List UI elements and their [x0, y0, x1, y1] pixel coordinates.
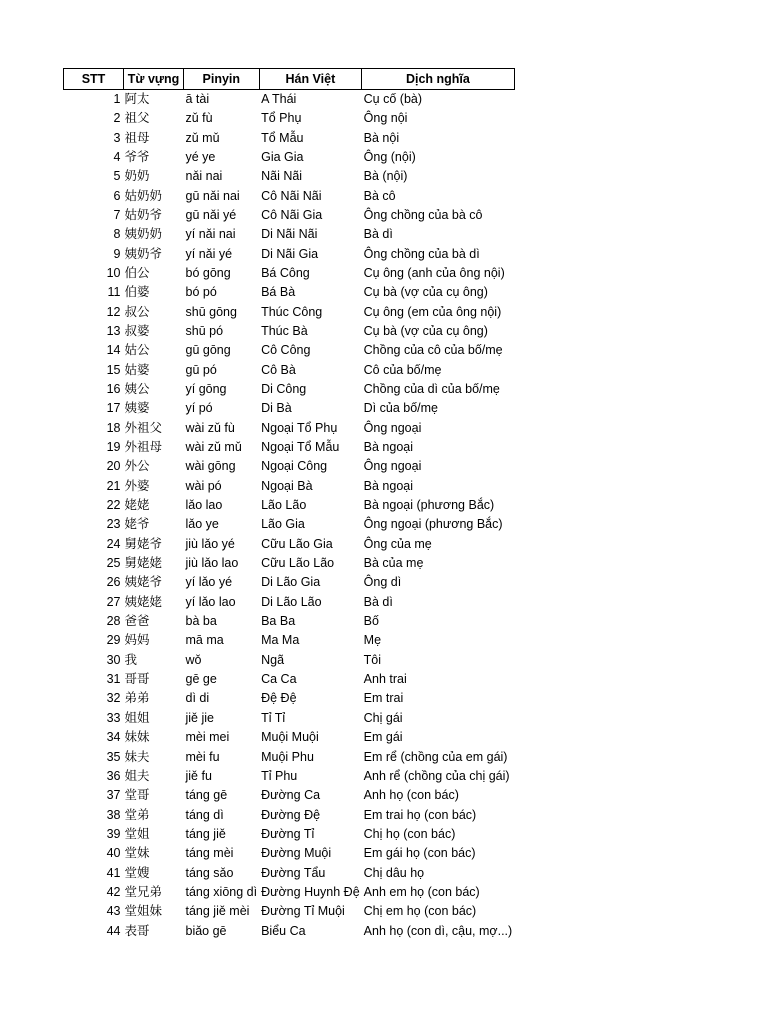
cell-tu-vung: 妈妈	[124, 633, 150, 648]
cell-pinyin: táng mèi	[185, 846, 234, 861]
cell-dich-nghia: Ông ngoại (phương Bắc)	[363, 517, 503, 532]
table-row	[64, 515, 515, 534]
cell-dich-nghia: Tôi	[363, 652, 382, 667]
cell-tu-vung: 堂兄弟	[124, 884, 163, 899]
cell-pinyin: wǒ	[185, 652, 202, 667]
table-row	[64, 244, 515, 263]
cell-tu-vung: 舅姥姥	[124, 556, 163, 571]
cell-dich-nghia: Anh họ (con bác)	[363, 788, 459, 803]
cell-dich-nghia: Bà của mẹ	[363, 556, 424, 571]
cell-han-viet: Tỉ Phu	[261, 768, 298, 783]
cell-tu-vung: 外公	[124, 459, 150, 474]
cell-stt: 5	[113, 169, 121, 184]
table-row	[64, 651, 515, 670]
cell-stt: 25	[106, 556, 121, 571]
cell-pinyin: jiě jie	[185, 710, 214, 725]
cell-pinyin: bó pó	[185, 285, 217, 300]
table-row	[64, 844, 515, 863]
cell-dich-nghia: Cụ ông (anh của ông nội)	[363, 265, 505, 280]
cell-tu-vung: 祖母	[124, 130, 150, 145]
table-row	[64, 206, 515, 225]
cell-han-viet: A Thái	[261, 92, 297, 106]
cell-pinyin: wài pó	[185, 478, 222, 493]
cell-han-viet: Đệ Đệ	[261, 691, 297, 706]
cell-tu-vung: 堂姐	[124, 826, 150, 841]
cell-stt: 15	[106, 362, 121, 377]
table-row	[64, 496, 515, 515]
table-row	[64, 341, 515, 360]
cell-han-viet: Nãi Nãi	[261, 169, 303, 184]
header-stt: STT	[64, 69, 124, 90]
cell-tu-vung: 姨婆	[124, 401, 150, 416]
cell-han-viet: Tổ Phụ	[261, 111, 302, 126]
cell-pinyin: mèi mei	[185, 730, 230, 745]
table-row	[64, 186, 515, 205]
table-row	[64, 283, 515, 302]
cell-dich-nghia: Mẹ	[363, 633, 382, 648]
cell-dich-nghia: Chồng của dì của bố/mẹ	[363, 381, 500, 396]
table-row	[64, 167, 515, 186]
spreadsheet	[63, 68, 515, 941]
cell-tu-vung: 姑奶爷	[124, 207, 163, 222]
cell-tu-vung: 姐夫	[124, 768, 150, 783]
cell-dich-nghia: Chị em họ (con bác)	[363, 904, 477, 919]
cell-han-viet: Gia Gia	[261, 149, 304, 164]
cell-pinyin: zǔ fù	[185, 111, 213, 126]
cell-han-viet: Đường Ca	[261, 788, 321, 803]
cell-han-viet: Lão Gia	[261, 517, 305, 532]
cell-stt: 33	[106, 710, 121, 725]
cell-tu-vung: 外婆	[124, 478, 150, 493]
cell-dich-nghia: Anh em họ (con bác)	[363, 884, 480, 899]
header-row	[64, 69, 515, 90]
cell-stt: 16	[106, 381, 121, 396]
cell-stt: 35	[106, 749, 121, 764]
cell-pinyin: gū nǎi yé	[185, 207, 237, 222]
cell-pinyin: nǎi nai	[185, 169, 223, 184]
cell-dich-nghia: Em trai	[363, 691, 404, 706]
cell-stt: 1	[113, 92, 121, 106]
table-row	[64, 109, 515, 128]
cell-han-viet: Muội Muội	[261, 730, 319, 745]
cell-dich-nghia: Cô của bố/mẹ	[363, 362, 442, 377]
cell-tu-vung: 伯婆	[124, 285, 150, 300]
cell-dich-nghia: Dì của bố/mẹ	[363, 401, 438, 416]
cell-stt: 44	[106, 923, 121, 938]
cell-dich-nghia: Anh trai	[363, 672, 407, 687]
cell-stt: 31	[106, 672, 121, 687]
cell-tu-vung: 我	[124, 652, 138, 667]
cell-han-viet: Ngã	[261, 652, 285, 667]
cell-pinyin: gū nǎi nai	[185, 188, 240, 203]
cell-dich-nghia: Ông của mẹ	[363, 536, 432, 551]
cell-pinyin: shū pó	[185, 323, 224, 338]
cell-han-viet: Đường Muội	[261, 846, 332, 861]
table-row	[64, 631, 515, 650]
cell-han-viet: Ca Ca	[261, 672, 297, 687]
header-dich-nghia: Dịch nghĩa	[362, 69, 515, 90]
cell-pinyin: yí nǎi yé	[185, 246, 233, 261]
cell-han-viet: Đường Tỉ Muội	[261, 904, 345, 919]
table-row	[64, 689, 515, 708]
cell-tu-vung: 叔婆	[124, 323, 150, 338]
cell-han-viet: Cô Nãi Gia	[261, 207, 323, 222]
table-row	[64, 128, 515, 147]
cell-han-viet: Ma Ma	[261, 633, 300, 648]
cell-dich-nghia: Em gái họ (con bác)	[363, 846, 476, 861]
cell-stt: 27	[106, 594, 121, 609]
cell-dich-nghia: Bà cô	[363, 188, 396, 203]
cell-dich-nghia: Ông chồng của bà cô	[363, 207, 483, 222]
table-row	[64, 535, 515, 554]
cell-stt: 14	[106, 343, 121, 358]
cell-dich-nghia: Bà dì	[363, 227, 393, 242]
cell-han-viet: Biểu Ca	[261, 923, 306, 938]
cell-pinyin: lǎo ye	[185, 517, 219, 532]
cell-dich-nghia: Bà ngoại	[363, 440, 414, 455]
cell-tu-vung: 姥姥	[124, 498, 150, 513]
vocabulary-table	[63, 68, 515, 941]
cell-dich-nghia: Ông (nội)	[363, 149, 416, 164]
cell-han-viet: Cô Nãi Nãi	[261, 188, 322, 203]
cell-stt: 26	[106, 575, 121, 590]
cell-stt: 41	[106, 865, 121, 880]
cell-stt: 12	[106, 304, 121, 319]
cell-dich-nghia: Bà dì	[363, 594, 393, 609]
table-row	[64, 90, 515, 110]
cell-stt: 21	[106, 478, 121, 493]
table-row	[64, 593, 515, 612]
cell-han-viet: Bá Công	[261, 265, 310, 280]
cell-han-viet: Di Lão Lão	[261, 594, 322, 609]
cell-stt: 3	[113, 130, 121, 145]
cell-pinyin: biǎo gē	[185, 923, 227, 938]
cell-han-viet: Ngoại Tổ Mẫu	[261, 440, 340, 455]
cell-dich-nghia: Anh rể (chồng của chị gái)	[363, 768, 510, 783]
cell-pinyin: jiù lǎo yé	[185, 536, 235, 551]
cell-dich-nghia: Ông chồng của bà dì	[363, 246, 480, 261]
cell-han-viet: Đường Tẩu	[261, 865, 326, 880]
cell-pinyin: gē ge	[185, 672, 217, 687]
cell-tu-vung: 姨奶爷	[124, 246, 163, 261]
cell-tu-vung: 姑婆	[124, 362, 150, 377]
cell-stt: 37	[106, 788, 121, 803]
cell-han-viet: Di Nãi Nãi	[261, 227, 318, 242]
cell-pinyin: táng xiōng dì	[185, 884, 258, 899]
cell-tu-vung: 姑奶奶	[124, 188, 163, 203]
cell-tu-vung: 堂哥	[124, 788, 150, 803]
cell-tu-vung: 姨姥爷	[124, 575, 163, 590]
cell-dich-nghia: Bà nội	[363, 130, 400, 145]
table-row	[64, 709, 515, 728]
cell-tu-vung: 妹夫	[124, 749, 150, 764]
cell-pinyin: yí nǎi nai	[185, 227, 236, 242]
cell-dich-nghia: Anh họ (con dì, cậu, mợ...)	[363, 923, 513, 938]
cell-stt: 11	[107, 285, 121, 300]
cell-stt: 9	[113, 246, 121, 261]
cell-dich-nghia: Cụ bà (vợ của cụ ông)	[363, 323, 488, 338]
cell-stt: 29	[106, 633, 121, 648]
cell-pinyin: wài zǔ fù	[185, 420, 235, 435]
cell-tu-vung: 姥爷	[124, 517, 150, 532]
cell-stt: 19	[106, 440, 121, 455]
cell-dich-nghia: Chị dâu họ	[363, 865, 425, 880]
cell-tu-vung: 叔公	[124, 304, 150, 319]
cell-pinyin: yé ye	[185, 149, 216, 164]
table-row	[64, 767, 515, 786]
cell-pinyin: ā tài	[185, 92, 210, 106]
cell-tu-vung: 堂弟	[124, 807, 150, 822]
cell-dich-nghia: Chồng của cô của bố/mẹ	[363, 343, 503, 358]
header-pinyin: Pinyin	[184, 69, 260, 90]
cell-pinyin: táng sǎo	[185, 865, 234, 880]
cell-pinyin: mā ma	[185, 633, 224, 648]
cell-pinyin: shū gōng	[185, 304, 237, 319]
cell-dich-nghia: Cụ ông (em của ông nội)	[363, 304, 502, 319]
cell-pinyin: bó gōng	[185, 265, 231, 280]
cell-pinyin: lǎo lao	[185, 498, 223, 513]
table-row	[64, 225, 515, 244]
cell-tu-vung: 表哥	[124, 923, 150, 938]
table-row	[64, 302, 515, 321]
table-row	[64, 399, 515, 418]
table-row	[64, 902, 515, 921]
cell-dich-nghia: Ông nội	[363, 111, 408, 126]
cell-han-viet: Di Bà	[261, 401, 292, 416]
cell-pinyin: wài gōng	[185, 459, 236, 474]
cell-tu-vung: 姨公	[124, 381, 150, 396]
cell-pinyin: jiù lǎo lao	[185, 556, 239, 571]
cell-stt: 43	[106, 904, 121, 919]
cell-pinyin: táng dì	[185, 807, 224, 822]
table-row	[64, 612, 515, 631]
table-row	[64, 825, 515, 844]
cell-han-viet: Ngoại Tổ Phụ	[261, 420, 338, 435]
cell-stt: 24	[106, 536, 121, 551]
cell-han-viet: Di Lão Gia	[261, 575, 321, 590]
cell-han-viet: Lão Lão	[261, 498, 307, 513]
table-row	[64, 554, 515, 573]
cell-tu-vung: 堂嫂	[124, 865, 150, 880]
table-row	[64, 264, 515, 283]
cell-han-viet: Cô Công	[261, 343, 311, 358]
table-row	[64, 438, 515, 457]
cell-han-viet: Bá Bà	[261, 285, 296, 300]
cell-stt: 28	[106, 614, 121, 629]
cell-tu-vung: 奶奶	[124, 169, 150, 184]
cell-han-viet: Tỉ Tỉ	[261, 710, 286, 725]
cell-tu-vung: 弟弟	[124, 691, 150, 706]
cell-pinyin: táng gē	[185, 788, 228, 803]
cell-han-viet: Di Nãi Gia	[261, 246, 319, 261]
table-row	[64, 786, 515, 805]
cell-han-viet: Ba Ba	[261, 614, 296, 629]
cell-tu-vung: 伯公	[124, 265, 150, 280]
cell-han-viet: Muội Phu	[261, 749, 314, 764]
cell-dich-nghia: Em gái	[363, 730, 403, 745]
cell-tu-vung: 堂姐妹	[124, 904, 163, 919]
cell-han-viet: Đường Huynh Đệ	[261, 884, 360, 899]
cell-stt: 18	[106, 420, 121, 435]
cell-dich-nghia: Bố	[363, 614, 379, 629]
cell-pinyin: bà ba	[185, 614, 217, 629]
cell-stt: 20	[106, 459, 121, 474]
table-row	[64, 573, 515, 592]
cell-tu-vung: 哥哥	[124, 672, 150, 687]
cell-tu-vung: 姨奶奶	[124, 227, 163, 242]
cell-dich-nghia: Cụ bà (vợ của cụ ông)	[363, 285, 488, 300]
cell-tu-vung: 爷爷	[124, 149, 150, 164]
cell-han-viet: Đường Đệ	[261, 807, 321, 822]
cell-han-viet: Di Công	[261, 381, 307, 396]
cell-pinyin: dì di	[185, 691, 210, 706]
table-row	[64, 322, 515, 341]
cell-stt: 6	[113, 188, 121, 203]
cell-han-viet: Đường Tỉ	[261, 826, 315, 841]
cell-pinyin: yí lǎo lao	[185, 594, 236, 609]
table-row	[64, 419, 515, 438]
cell-han-viet: Cữu Lão Lão	[261, 556, 335, 571]
table-row	[64, 670, 515, 689]
cell-stt: 40	[106, 846, 121, 861]
table-row	[64, 457, 515, 476]
cell-pinyin: zǔ mǔ	[185, 130, 220, 145]
cell-dich-nghia: Chị họ (con bác)	[363, 826, 456, 841]
cell-tu-vung: 阿太	[124, 92, 150, 106]
cell-stt: 10	[106, 265, 121, 280]
cell-tu-vung: 祖父	[124, 111, 150, 126]
cell-dich-nghia: Ông dì	[363, 575, 402, 590]
cell-stt: 22	[106, 498, 121, 513]
cell-stt: 8	[113, 227, 121, 242]
cell-dich-nghia: Chị gái	[363, 710, 403, 725]
table-row	[64, 728, 515, 747]
cell-pinyin: gū pó	[185, 362, 217, 377]
cell-tu-vung: 姐姐	[124, 710, 150, 725]
cell-stt: 32	[106, 691, 121, 706]
header-han-viet: Hán Việt	[259, 69, 362, 90]
cell-tu-vung: 外祖母	[124, 440, 163, 455]
cell-tu-vung: 堂妹	[124, 846, 150, 861]
cell-tu-vung: 姨姥姥	[124, 594, 163, 609]
cell-pinyin: yí pó	[185, 401, 213, 416]
cell-han-viet: Thúc Bà	[261, 323, 308, 338]
cell-stt: 39	[106, 826, 121, 841]
cell-pinyin: táng jiě mèi	[185, 904, 250, 919]
cell-stt: 7	[113, 207, 121, 222]
cell-han-viet: Ngoại Bà	[261, 478, 313, 493]
cell-pinyin: táng jiě	[185, 826, 226, 841]
cell-stt: 4	[113, 149, 121, 164]
table-row	[64, 477, 515, 496]
cell-pinyin: yí gōng	[185, 381, 227, 396]
cell-pinyin: yí lǎo yé	[185, 575, 233, 590]
header-tu-vung: Từ vựng	[124, 69, 184, 90]
cell-han-viet: Ngoại Công	[261, 459, 328, 474]
cell-stt: 2	[113, 111, 121, 126]
cell-stt: 36	[106, 768, 121, 783]
cell-pinyin: jiě fu	[185, 768, 212, 783]
cell-stt: 42	[106, 884, 121, 899]
cell-tu-vung: 姑公	[124, 343, 150, 358]
table-row	[64, 921, 515, 940]
cell-tu-vung: 舅姥爷	[124, 536, 163, 551]
cell-dich-nghia: Bà (nội)	[363, 169, 408, 184]
cell-stt: 30	[106, 652, 121, 667]
cell-stt: 23	[106, 517, 121, 532]
cell-stt: 13	[106, 323, 121, 338]
cell-dich-nghia: Bà ngoại	[363, 478, 414, 493]
table-row	[64, 863, 515, 882]
cell-han-viet: Thúc Công	[261, 304, 323, 319]
cell-tu-vung: 外祖父	[124, 420, 163, 435]
cell-dich-nghia: Cụ cố (bà)	[363, 92, 423, 106]
cell-stt: 17	[106, 401, 121, 416]
cell-dich-nghia: Ông ngoại	[363, 420, 422, 435]
cell-pinyin: gū gōng	[185, 343, 231, 358]
cell-dich-nghia: Bà ngoại (phương Bắc)	[363, 498, 495, 513]
table-row	[64, 360, 515, 379]
cell-pinyin: wài zǔ mǔ	[185, 440, 242, 455]
table-row	[64, 805, 515, 824]
cell-tu-vung: 爸爸	[124, 614, 150, 629]
cell-dich-nghia: Em trai họ (con bác)	[363, 807, 477, 822]
table-row	[64, 380, 515, 399]
cell-tu-vung: 妹妹	[124, 730, 150, 745]
table-row	[64, 883, 515, 902]
cell-han-viet: Cô Bà	[261, 362, 296, 377]
cell-han-viet: Tổ Mẫu	[261, 130, 304, 145]
cell-dich-nghia: Em rể (chồng của em gái)	[363, 749, 508, 764]
table-row	[64, 148, 515, 167]
cell-pinyin: mèi fu	[185, 749, 220, 764]
cell-stt: 38	[106, 807, 121, 822]
cell-stt: 34	[106, 730, 121, 745]
table-row	[64, 747, 515, 766]
cell-dich-nghia: Ông ngoại	[363, 459, 422, 474]
cell-han-viet: Cữu Lão Gia	[261, 536, 333, 551]
